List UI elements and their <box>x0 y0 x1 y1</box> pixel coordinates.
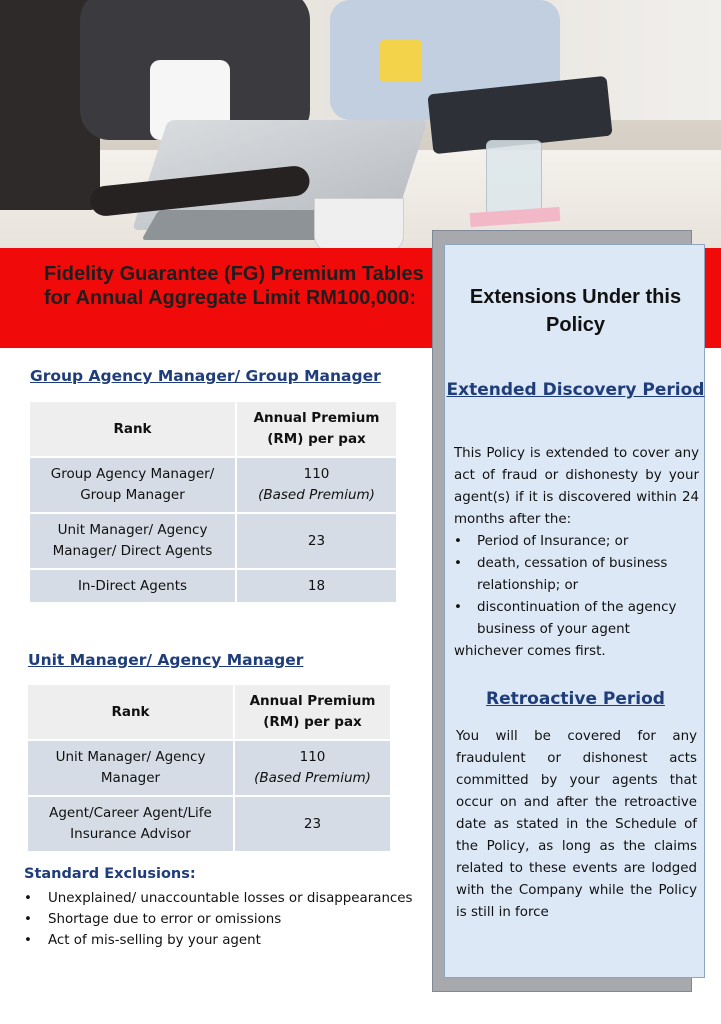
discovery-intro: This Policy is extended to cover any act of fraud or dishonesty by your agent(s) if it is discovered within 24 months after the: <box>454 446 699 527</box>
page-title: Fidelity Guarantee (FG) Premium Tables for Annual Aggregate Limit RM100,000: <box>44 263 424 309</box>
discovery-title: Extended Discovery Period <box>446 380 705 400</box>
premium-value: 110 <box>303 466 330 482</box>
hero-photo <box>0 0 721 250</box>
table-row <box>28 797 390 851</box>
extensions-heading: Extensions Under this Policy <box>469 286 682 336</box>
list-item: • death, cessation of business relationship; or <box>454 553 702 597</box>
premium-header: Annual Premium (RM) per pax <box>237 402 396 456</box>
group-premium-table <box>28 400 398 604</box>
list-item: • Act of mis-selling by your agent <box>24 930 434 951</box>
premium-cell: 23 <box>235 797 390 851</box>
premium-cell: 18 <box>237 570 396 602</box>
rank-header: Rank <box>30 402 235 456</box>
premium-header: Annual Premium (RM) per pax <box>235 685 390 739</box>
list-item: • discontinuation of the agency business of your agent <box>454 597 702 641</box>
list-item: • Unexplained/ unaccountable losses or disappearances <box>24 888 434 909</box>
table-row <box>30 458 396 512</box>
rank-cell: Unit Manager/ Agency Manager <box>28 741 233 795</box>
hero-yellow-mug <box>380 40 422 82</box>
unit-premium-table <box>26 683 392 853</box>
premium-cell <box>235 741 390 795</box>
premium-note: (Based Premium) <box>254 770 371 786</box>
retro-title: Retroactive Period <box>486 689 665 709</box>
retro-text: You will be covered for any fraudulent or dishonest acts committed by your agents that occur on and after the retroactive date as stated in the Schedule of the Policy, as long as the claims related to these events are lodged with the Company while the Policy is still in force <box>456 729 697 920</box>
unit-section-title: Unit Manager/ Agency Manager <box>28 651 304 669</box>
table-row <box>30 570 396 602</box>
table-row <box>30 514 396 568</box>
extensions-panel <box>444 244 705 978</box>
exclusions-title: Standard Exclusions: <box>24 866 196 882</box>
premium-note: (Based Premium) <box>258 487 375 503</box>
group-section-title: Group Agency Manager/ Group Manager <box>30 367 381 385</box>
premium-value: 110 <box>299 749 326 765</box>
list-item: • Shortage due to error or omissions <box>24 909 434 930</box>
table-header-row <box>28 685 390 739</box>
discovery-list <box>454 531 702 641</box>
table-row <box>28 741 390 795</box>
discovery-outro: whichever comes first. <box>454 644 606 659</box>
premium-cell <box>237 458 396 512</box>
exclusions-list <box>24 888 434 951</box>
list-item: • Period of Insurance; or <box>454 531 702 553</box>
rank-cell: Group Agency Manager/ Group Manager <box>30 458 235 512</box>
rank-cell: In-Direct Agents <box>30 570 235 602</box>
hero-pen-jar <box>486 140 542 216</box>
rank-cell: Agent/Career Agent/Life Insurance Advisor <box>28 797 233 851</box>
premium-cell: 23 <box>237 514 396 568</box>
table-header-row <box>30 402 396 456</box>
hero-mug <box>314 198 404 250</box>
rank-header: Rank <box>28 685 233 739</box>
rank-cell: Unit Manager/ Agency Manager/ Direct Agents <box>30 514 235 568</box>
